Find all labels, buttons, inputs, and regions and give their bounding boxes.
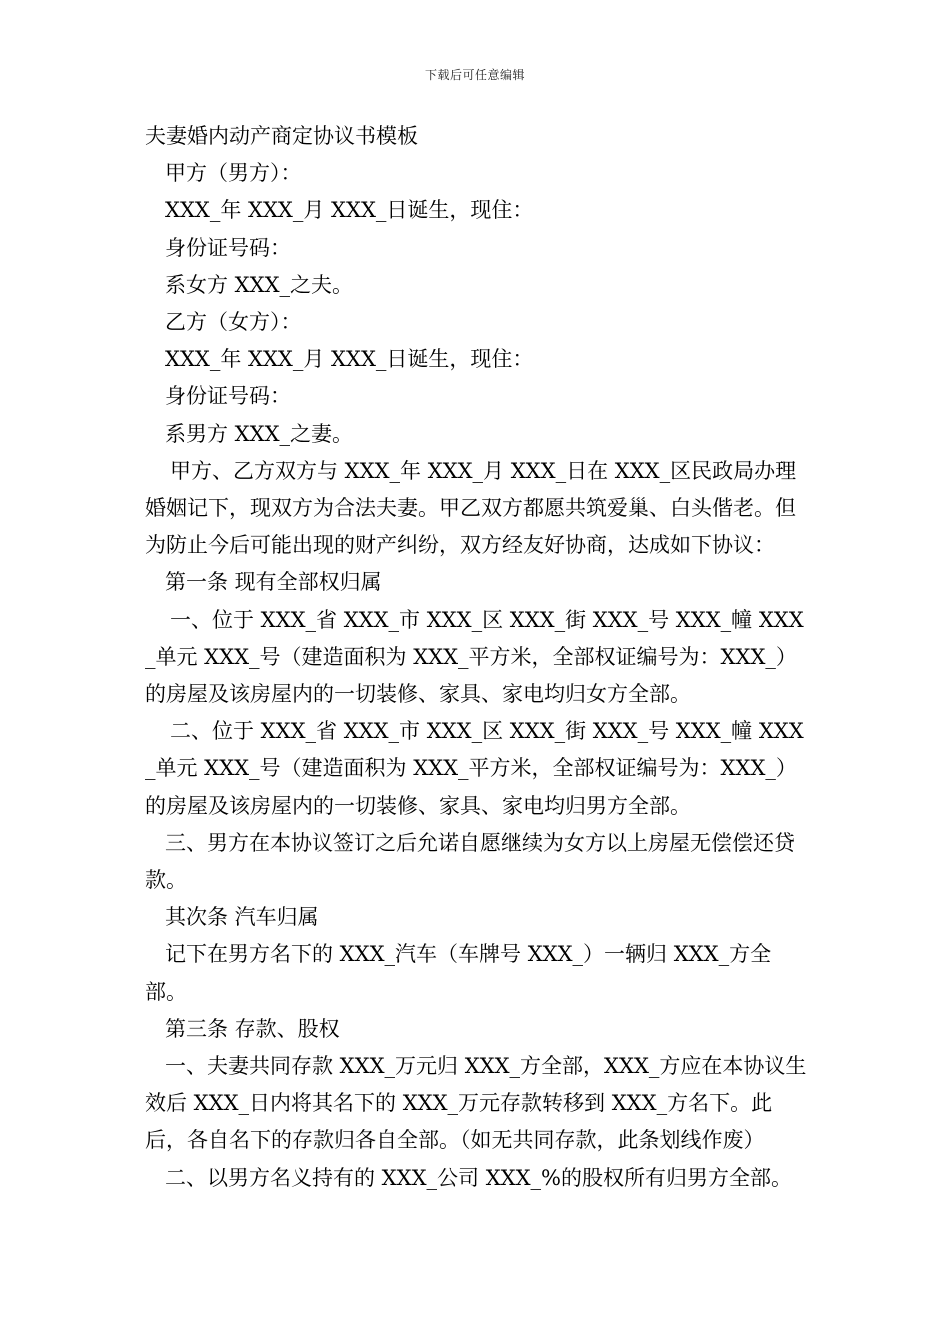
- article-1-item-3: 三、男方在本协议签订之后允诺自愿继续为女方以上房屋无偿偿还贷款。: [145, 830, 795, 893]
- party-b-relation: 系男方 XXX_之妻。: [165, 421, 354, 446]
- article-3-title: 第三条 存款、股权: [165, 1016, 340, 1041]
- party-b-label: 乙方（女方）：: [165, 310, 302, 335]
- article-3-item-2: 二、以男方名义持有的 XXX_公司 XXX_%的股权所有归男方全部。: [165, 1165, 793, 1190]
- party-a-label: 甲方（男方）：: [165, 161, 302, 186]
- article-1-item-2: 二、位于 XXX_省 XXX_市 XXX_区 XXX_街 XXX_号 XXX_幢 XXX_单元 XXX_号（建造面积为 XXX_平方米，全部权证编号为：XXX_）的房屋及该房屋内的一切装修、家具、家电均归男方全部。: [145, 719, 804, 818]
- party-a-relation: 系女方 XXX_之夫。: [165, 272, 354, 297]
- party-b-id: 身份证号码：: [165, 384, 291, 409]
- document-body: [145, 118, 810, 1197]
- article-2-item-1: 记下在男方名下的 XXX_汽车（车牌号 XXX_）一辆归 XXX_方全部。: [145, 942, 772, 1004]
- document-title: 夫妻婚内动产商定协议书模板: [145, 124, 418, 148]
- party-b-birth: XXX_年 XXX_月 XXX_日诞生，现住：: [165, 347, 534, 372]
- party-a-id: 身份证号码：: [165, 235, 291, 260]
- article-3-item-1: 一、夫妻共同存款 XXX_万元归 XXX_方全部，XXX_方应在本协议生效后 XXX_日内将其名下的 XXX_万元存款转移到 XXX_方名下。此后，各自名下的存款归各自全部。（如无共同存款，此条划线作废）: [145, 1054, 807, 1153]
- article-1-title: 第一条 现有全部权归属: [165, 570, 382, 595]
- party-a-birth: XXX_年 XXX_月 XXX_日诞生，现住：: [165, 198, 534, 223]
- article-1-item-1: 一、位于 XXX_省 XXX_市 XXX_区 XXX_街 XXX_号 XXX_幢 XXX_单元 XXX_号（建造面积为 XXX_平方米，全部权证编号为：XXX_）的房屋及该房屋内的一切装修、家具、家电均归女方全部。: [145, 607, 804, 707]
- preamble-paragraph: 甲方、乙方双方与 XXX_年 XXX_月 XXX_日在 XXX_区民政局办理婚姻记下，现双方为合法夫妻。甲乙双方都愿共筑爱巢、白头偕老。但为防止今后可能出现的财产纠纷，双方经友好协商，达成如下协议：: [145, 458, 797, 558]
- article-2-title: 其次条 汽车归属: [165, 905, 319, 930]
- page-header-note: 下载后可任意编辑: [424, 68, 525, 82]
